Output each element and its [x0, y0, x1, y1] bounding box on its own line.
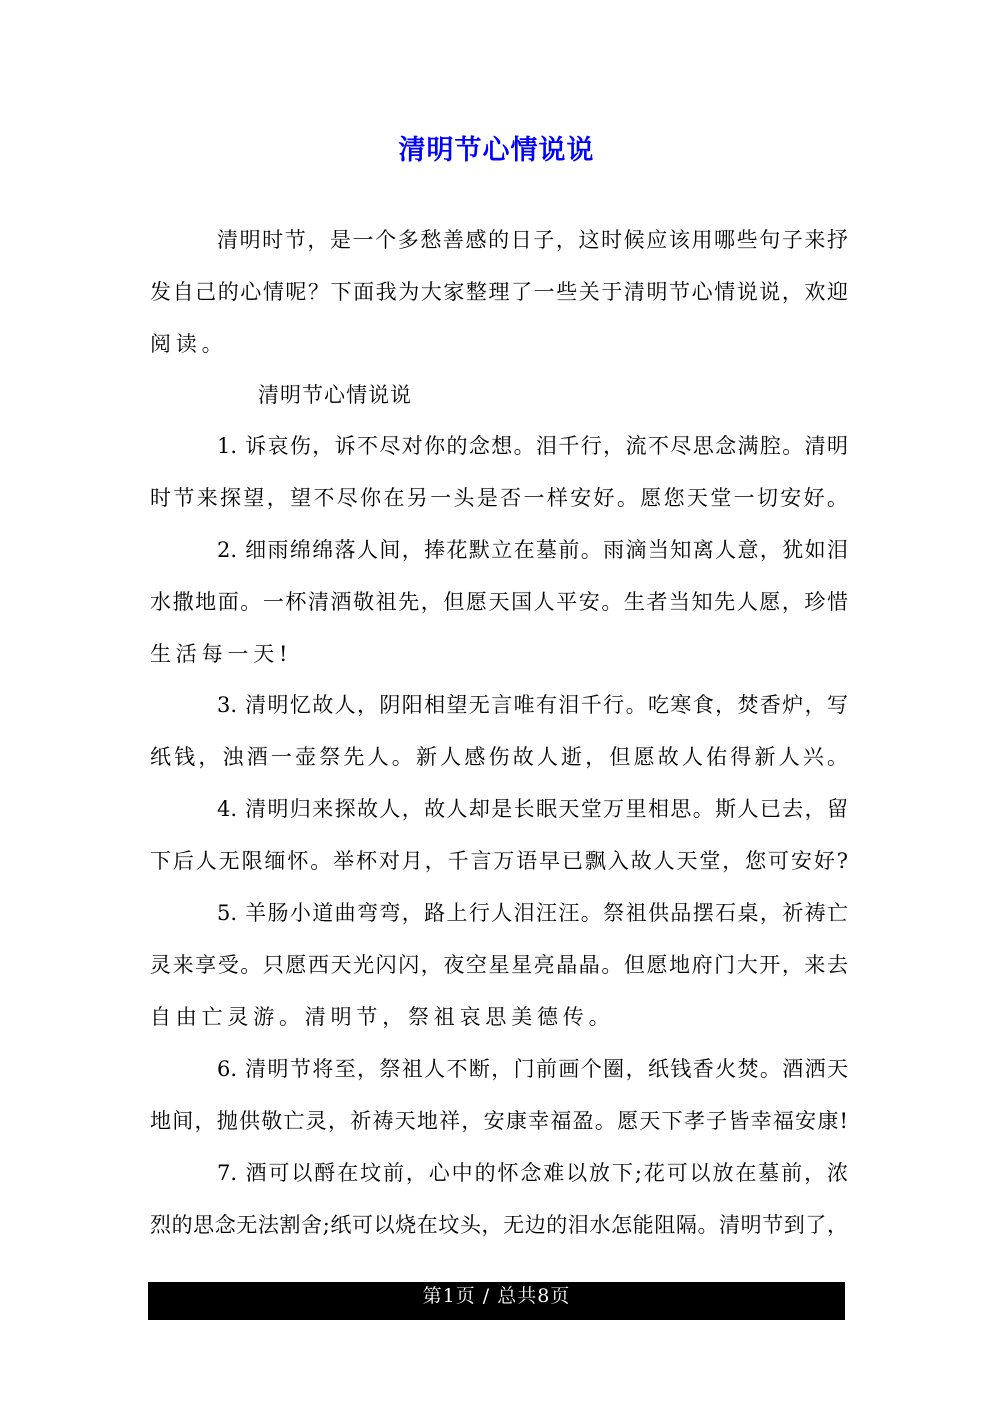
intro-line: 阅读。 [150, 332, 228, 356]
list-item-line: 1. 诉哀伤，诉不尽对你的念想。泪千行，流不尽思念满腔。清明 [217, 434, 848, 458]
section-subheading: 清明节心情说说 [258, 383, 412, 407]
list-item-line: 下后人无限缅怀。举杯对月，千言万语早已飘入故人天堂，您可安好? [150, 849, 848, 873]
list-item-line: 地间，抛供敬亡灵，祈祷天地祥，安康幸福盈。愿天下孝子皆幸福安康! [150, 1109, 848, 1133]
intro-line: 清明时节，是一个多愁善感的日子，这时候应该用哪些句子来抒 [217, 228, 848, 252]
intro-line: 发自己的心情呢？下面我为大家整理了一些关于清明节心情说说，欢迎 [150, 280, 848, 304]
list-item-line: 3. 清明忆故人，阴阳相望无言唯有泪千行。吃寒食，焚香炉，写 [217, 693, 848, 717]
page-footer-bar [148, 1282, 845, 1320]
list-item-line: 2. 细雨绵绵落人间，捧花默立在墓前。雨滴当知离人意，犹如泪 [217, 538, 848, 562]
list-item-line: 生活每一天! [150, 642, 293, 666]
list-item-line: 7. 酒可以酹在坟前，心中的怀念难以放下;花可以放在墓前，浓 [217, 1161, 848, 1185]
list-item-line: 4. 清明归来探故人，故人却是长眠天堂万里相思。斯人已去，留 [217, 797, 848, 821]
list-item-line: 时节来探望，望不尽你在另一头是否一样安好。愿您天堂一切安好。 [150, 486, 848, 510]
page-indicator: 第1页 / 总共8页 [422, 1285, 571, 1307]
list-item-line: 6. 清明节将至，祭祖人不断，门前画个圈，纸钱香火焚。酒洒天 [217, 1057, 848, 1081]
list-item-line: 烈的思念无法割舍;纸可以烧在坟头，无边的泪水怎能阻隔。清明节到了， [150, 1213, 848, 1237]
list-item-line: 纸钱，浊酒一壶祭先人。新人感伤故人逝，但愿故人佑得新人兴。 [150, 745, 848, 769]
list-item-line: 5. 羊肠小道曲弯弯，路上行人泪汪汪。祭祖供品摆石桌，祈祷亡 [217, 901, 848, 925]
list-item-line: 灵来享受。只愿西天光闪闪，夜空星星亮晶晶。但愿地府门大开，来去 [150, 953, 848, 977]
document-title: 清明节心情说说 [398, 135, 595, 166]
list-item-line: 自由亡灵游。清明节，祭祖哀思美德传。 [150, 1005, 615, 1029]
list-item-line: 水撒地面。一杯清酒敬祖先，但愿天国人平安。生者当知先人愿，珍惜 [150, 590, 848, 614]
